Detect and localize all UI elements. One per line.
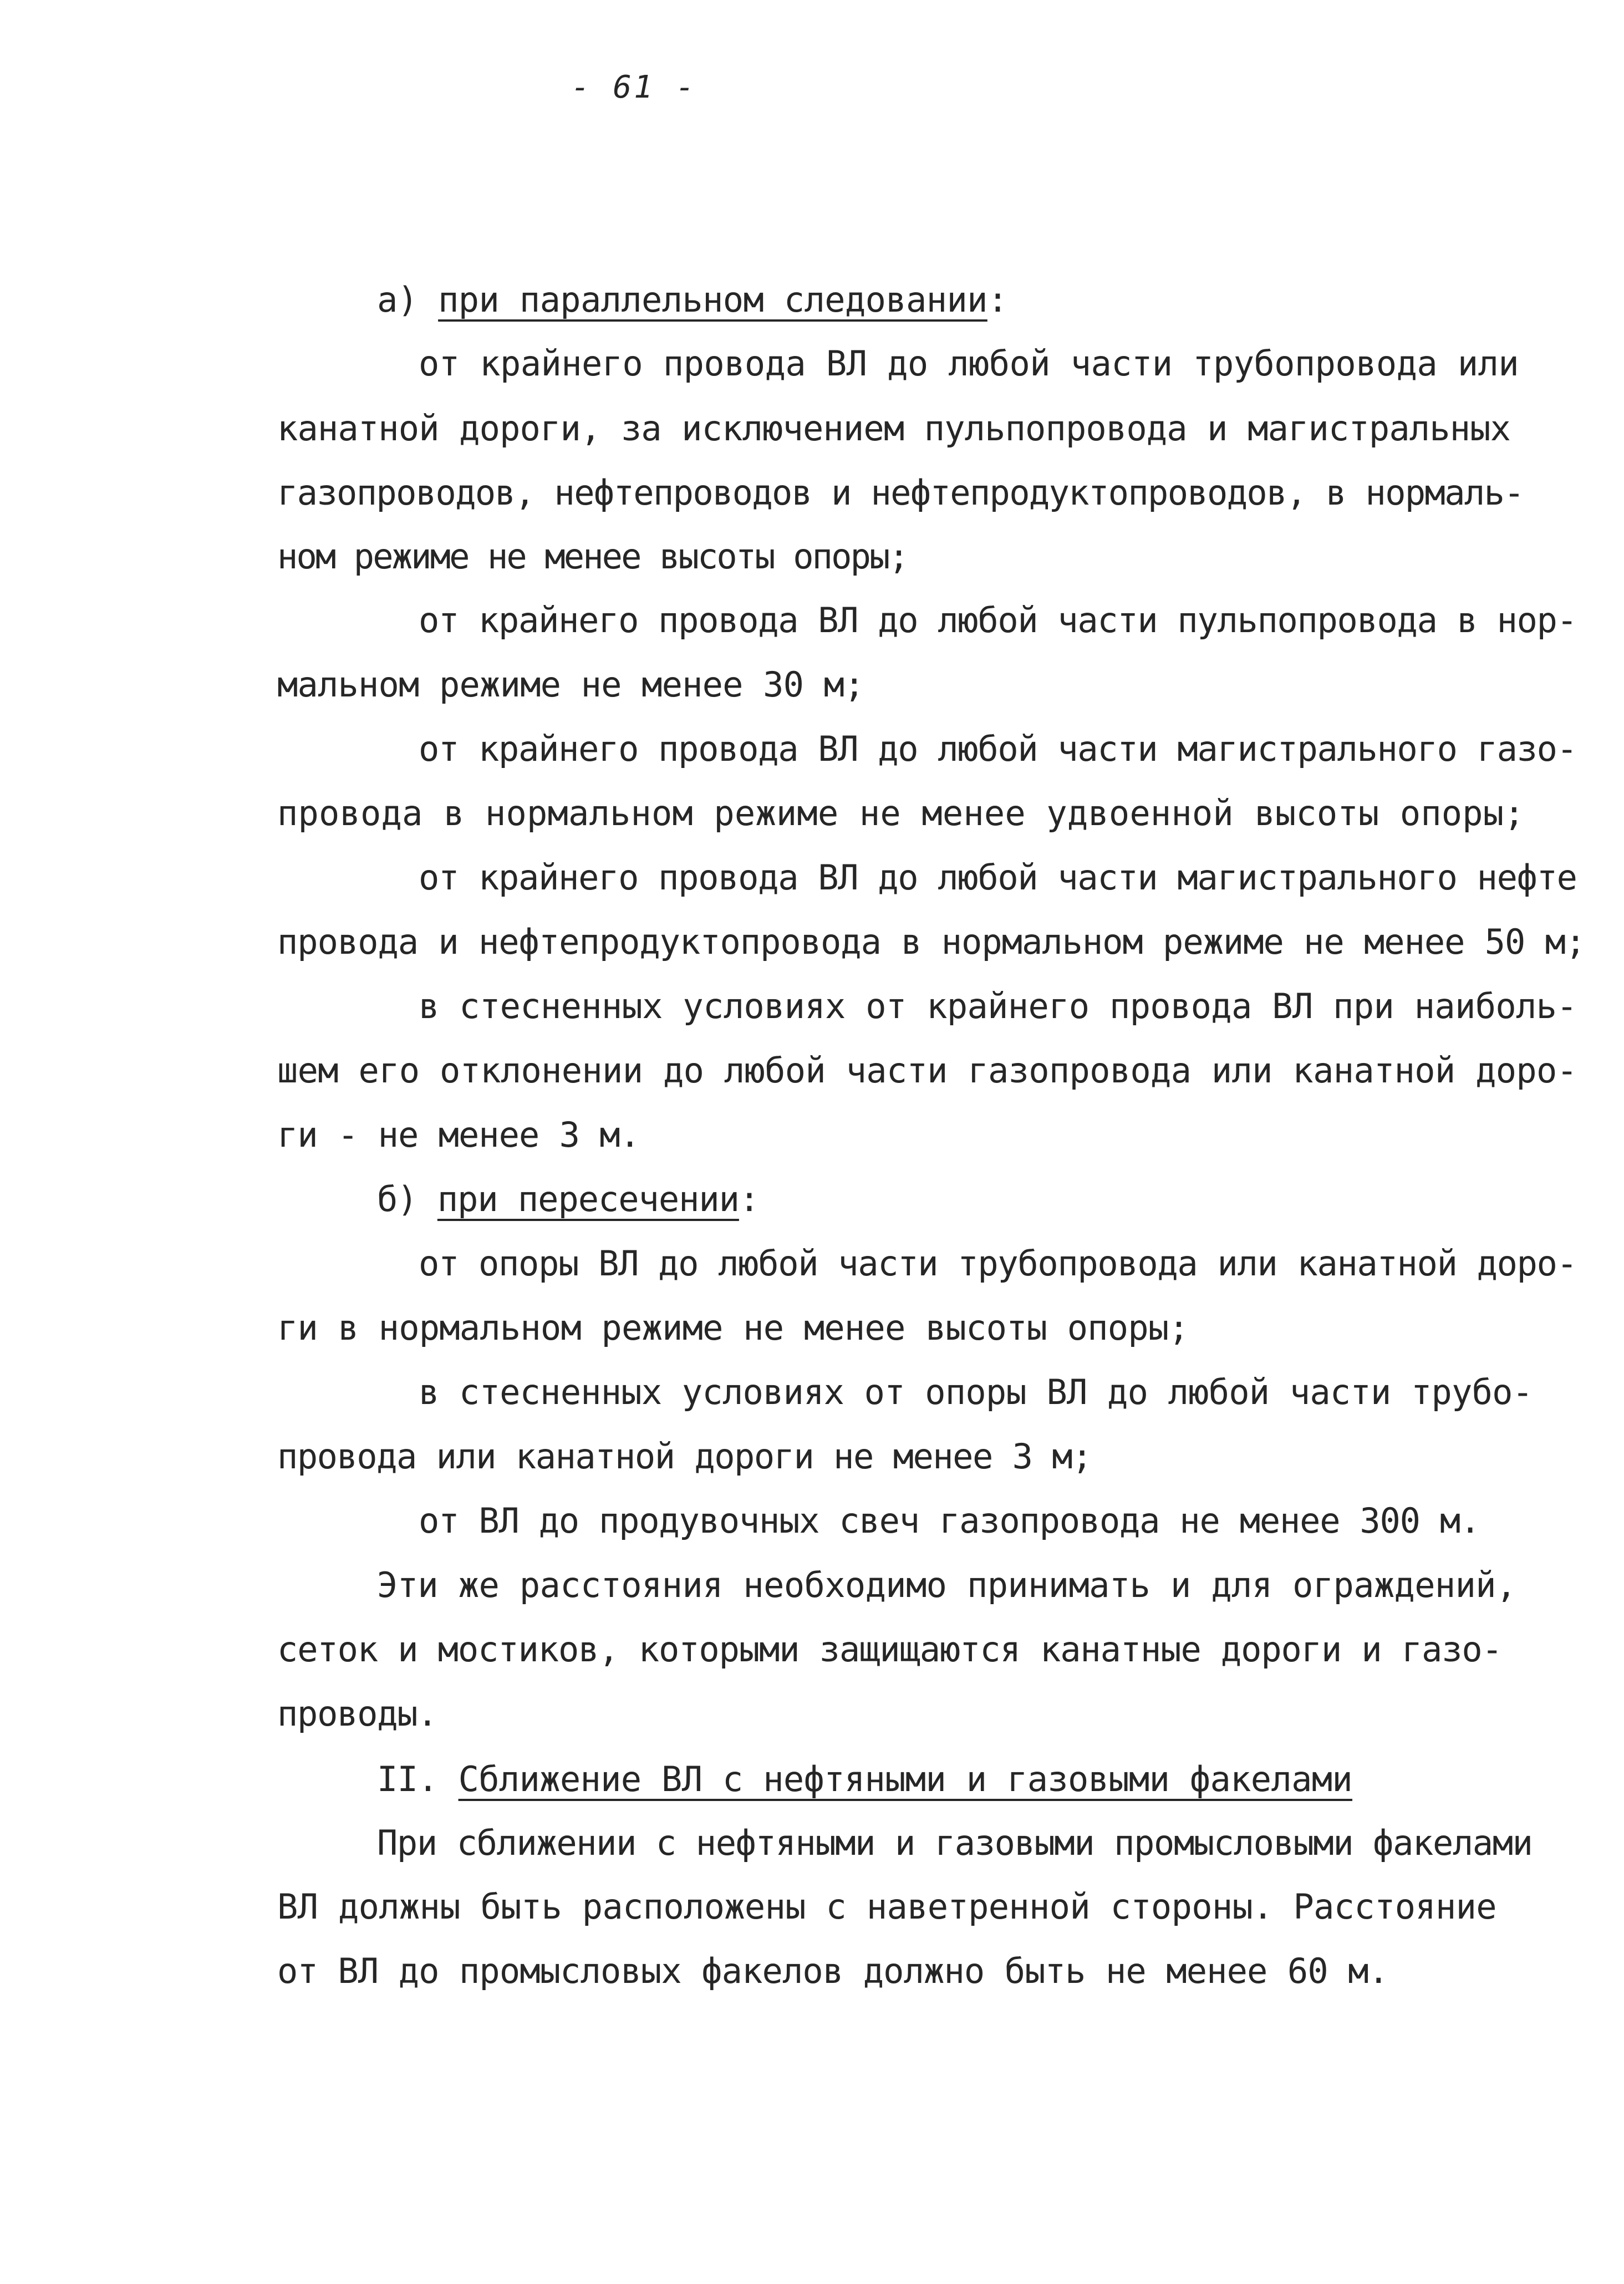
text-line: газопроводов, нефтепроводов и нефтепродуктопроводов, в нормаль- <box>277 472 1524 513</box>
section-a-heading: а) при параллельном следовании: <box>377 279 1008 320</box>
text-line: от опоры ВЛ до любой части трубопровода или канатной доро- <box>419 1243 1577 1284</box>
text-line: от ВЛ до промысловых факелов должно быть не менее 60 м. <box>277 1951 1389 1991</box>
text-line: ги в нормальном режиме не менее высоты опоры; <box>277 1308 1189 1348</box>
text-line: от крайнего провода ВЛ до любой части трубопровода или <box>419 343 1519 384</box>
text-line: от ВЛ до продувочных свеч газопровода не менее 300 м. <box>419 1500 1480 1541</box>
text-line: ги - не менее 3 м. <box>277 1115 640 1155</box>
text-line: ном режиме не менее высоты опоры; <box>277 536 908 577</box>
text-line: мальном режиме не менее 30 м; <box>277 664 864 705</box>
section-b-title: при пересечении <box>437 1179 739 1219</box>
text-line: в стесненных условиях от опоры ВЛ до любой части трубо- <box>419 1372 1533 1412</box>
text-line: провода или канатной дороги не менее 3 м; <box>277 1436 1092 1477</box>
page-number: - 61 - <box>571 69 697 105</box>
section-11-title: Сближение ВЛ с нефтяными и газовыми факелами <box>458 1759 1353 1799</box>
text-line: проводы. <box>277 1693 437 1734</box>
text-line: провода и нефтепродуктопровода в нормальном режиме не менее 50 м; <box>277 922 1586 962</box>
text-line: сеток и мостиков, которыми защищаются канатные дороги и газо- <box>277 1629 1502 1670</box>
text-line: ВЛ должны быть расположены с наветренной стороны. Расстояние <box>277 1886 1496 1927</box>
text-line: от крайнего провода ВЛ до любой части магистрального нефте <box>419 857 1577 898</box>
text-line: провода в нормальном режиме не менее удвоенной высоты опоры; <box>277 793 1525 833</box>
text-line: в стесненных условиях от крайнего провода ВЛ при наиболь- <box>419 986 1577 1026</box>
text-line: от крайнего провода ВЛ до любой части магистрального газо- <box>419 729 1577 769</box>
text-line: канатной дороги, за исключением пульпопровода и магистральных <box>277 408 1511 449</box>
text-line: от крайнего провода ВЛ до любой части пульпопровода в нор- <box>419 600 1577 640</box>
section-11-heading: II. Сближение ВЛ с нефтяными и газовыми факелами <box>377 1759 1353 1799</box>
text-line: Эти же расстояния необходимо принимать и для ограждений, <box>377 1565 1516 1605</box>
section-b-heading: б) при пересечении: <box>377 1179 760 1219</box>
text-line: При сближении с нефтяными и газовыми промысловыми факелами <box>377 1823 1533 1863</box>
text-line: шем его отклонении до любой части газопровода или канатной доро- <box>277 1050 1577 1091</box>
section-a-title: при параллельном следовании <box>438 279 987 320</box>
